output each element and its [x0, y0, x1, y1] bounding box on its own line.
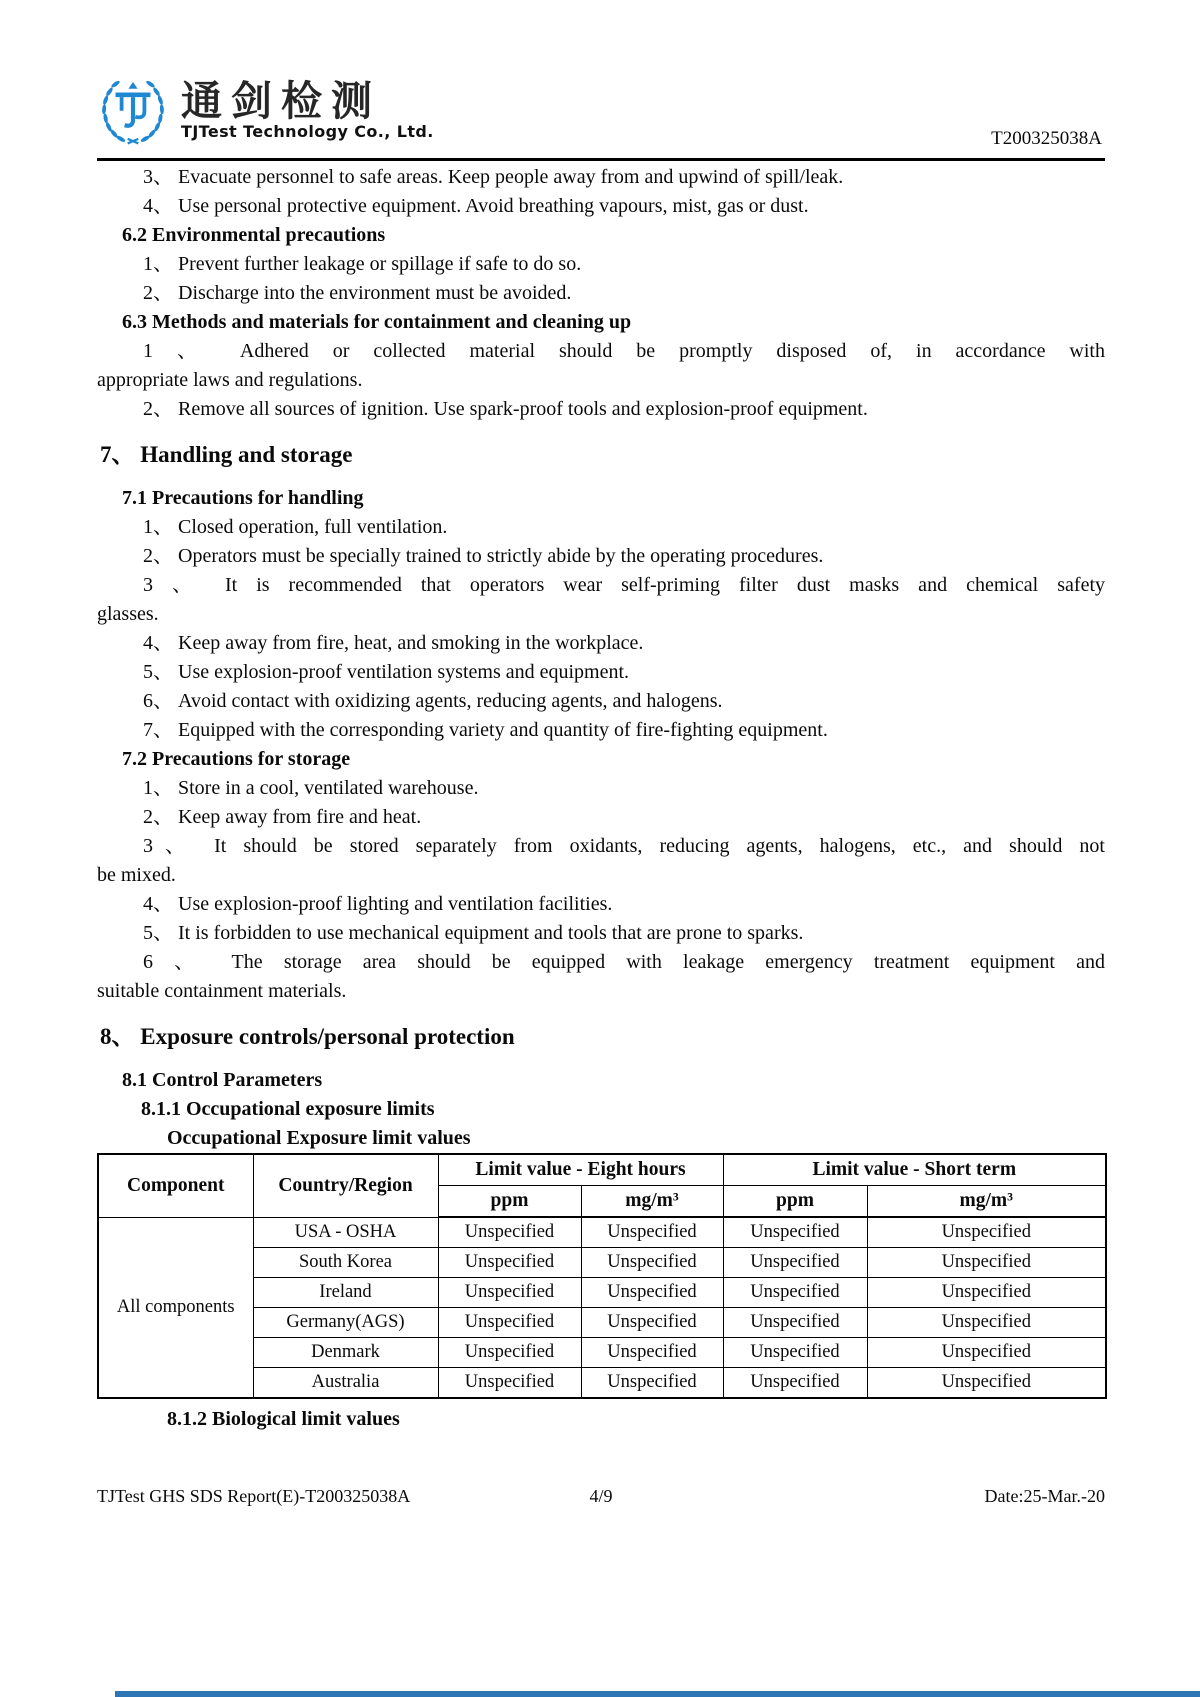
- country-cell: Australia: [253, 1368, 438, 1399]
- list-item: 6、 Avoid contact with oxidizing agents, reducing agents, and halogens.: [143, 690, 723, 712]
- list-item: 2、 Operators must be specially trained to strictly abide by the operating procedures.: [143, 545, 824, 567]
- bottom-blue-bar: [115, 1691, 1200, 1697]
- section-heading: 8、 Exposure controls/personal protection: [100, 1024, 515, 1049]
- company-name-en: TJTest Technology Co., Ltd.: [181, 122, 434, 141]
- limit-value-cell: Unspecified: [438, 1308, 581, 1338]
- laurel-wreath-emblem-icon: [95, 70, 171, 150]
- limit-value-cell: Unspecified: [581, 1248, 723, 1278]
- list-item: 5、 Use explosion-proof ventilation systems and equipment.: [143, 661, 630, 683]
- subsection-heading: 7.1 Precautions for handling: [122, 487, 364, 509]
- limit-value-cell: Unspecified: [867, 1338, 1106, 1368]
- limit-value-cell: Unspecified: [867, 1278, 1106, 1308]
- company-logo: [95, 70, 434, 150]
- list-item: 4、 Keep away from fire, heat, and smoking in the workplace.: [143, 632, 644, 654]
- country-cell: South Korea: [253, 1248, 438, 1278]
- unit-header-mgm3: mg/m³: [867, 1186, 1106, 1218]
- header-rule: [97, 158, 1105, 161]
- company-name-block: [181, 79, 434, 141]
- list-item: 2、 Remove all sources of ignition. Use spark-proof tools and explosion-proof equipment.: [143, 398, 868, 420]
- table-row: [98, 1217, 1106, 1248]
- limit-value-cell: Unspecified: [438, 1217, 581, 1248]
- document-number: T200325038A: [991, 128, 1102, 149]
- limit-value-cell: Unspecified: [723, 1308, 867, 1338]
- unit-header-mgm3: mg/m³: [581, 1186, 723, 1218]
- list-item: 1、 Prevent further leakage or spillage if safe to do so.: [143, 253, 582, 275]
- limit-value-cell: Unspecified: [723, 1217, 867, 1248]
- limit-value-cell: Unspecified: [438, 1278, 581, 1308]
- limit-value-cell: Unspecified: [581, 1278, 723, 1308]
- subsection-heading: 8.1 Control Parameters: [122, 1069, 323, 1091]
- list-item: 5、 It is forbidden to use mechanical equipment and tools that are prone to sparks.: [143, 922, 804, 944]
- list-item: 1、 Store in a cool, ventilated warehouse.: [143, 777, 479, 799]
- country-cell: Ireland: [253, 1278, 438, 1308]
- limit-value-cell: Unspecified: [438, 1368, 581, 1399]
- page-footer: [97, 1486, 1105, 1507]
- paragraph-continuation: glasses.: [97, 603, 159, 625]
- column-header-eight-hours: Limit value - Eight hours: [438, 1154, 723, 1186]
- paragraph-continuation: suitable containment materials.: [97, 980, 347, 1002]
- country-cell: Denmark: [253, 1338, 438, 1368]
- country-cell: USA - OSHA: [253, 1217, 438, 1248]
- list-item: 4、 Use personal protective equipment. Avoid breathing vapours, mist, gas or dust.: [143, 195, 809, 217]
- paragraph-continuation: be mixed.: [97, 864, 176, 886]
- limit-value-cell: Unspecified: [867, 1368, 1106, 1399]
- list-item: 4、 Use explosion-proof lighting and ventilation facilities.: [143, 893, 613, 915]
- limit-value-cell: Unspecified: [581, 1368, 723, 1399]
- page-header: [0, 0, 1200, 161]
- limit-value-cell: Unspecified: [723, 1368, 867, 1399]
- subsection-heading: 8.1.1 Occupational exposure limits: [141, 1098, 435, 1120]
- footer-page-number: 4/9: [589, 1486, 613, 1506]
- after-table-content: [97, 1405, 1105, 1434]
- limit-value-cell: Unspecified: [723, 1338, 867, 1368]
- limit-value-cell: Unspecified: [438, 1248, 581, 1278]
- limit-value-cell: Unspecified: [581, 1338, 723, 1368]
- subsection-heading: 7.2 Precautions for storage: [122, 748, 351, 770]
- limit-value-cell: Unspecified: [867, 1248, 1106, 1278]
- unit-header-ppm: ppm: [438, 1186, 581, 1218]
- exposure-limits-table: [97, 1153, 1107, 1399]
- limit-value-cell: Unspecified: [438, 1338, 581, 1368]
- footer-date: Date:25-Mar.-20: [984, 1486, 1105, 1506]
- limit-value-cell: Unspecified: [723, 1248, 867, 1278]
- list-item: 3 、 It is recommended that operators wear self-priming filter dust masks and chemical safety: [143, 574, 1105, 596]
- list-item: 2、 Keep away from fire and heat.: [143, 806, 422, 828]
- limit-value-cell: Unspecified: [867, 1308, 1106, 1338]
- section-heading: 7、 Handling and storage: [100, 442, 353, 467]
- content: [97, 163, 1105, 1153]
- limit-value-cell: Unspecified: [867, 1217, 1106, 1248]
- subsection-heading: 6.2 Environmental precautions: [122, 224, 386, 246]
- column-header-short-term: Limit value - Short term: [723, 1154, 1106, 1186]
- paragraph-continuation: appropriate laws and regulations.: [97, 369, 363, 391]
- limit-value-cell: Unspecified: [723, 1278, 867, 1308]
- list-item: 7、 Equipped with the corresponding variety and quantity of fire-fighting equipment.: [143, 719, 828, 741]
- list-item: 6 、 The storage area should be equipped with leakage emergency treatment equipment and: [143, 951, 1105, 973]
- list-item: 1、 Closed operation, full ventilation.: [143, 516, 448, 538]
- country-cell: Germany(AGS): [253, 1308, 438, 1338]
- list-item: 3、 It should be stored separately from oxidants, reducing agents, halogens, etc., and should not: [143, 835, 1105, 857]
- list-item: 2、 Discharge into the environment must be avoided.: [143, 282, 572, 304]
- unit-header-ppm: ppm: [723, 1186, 867, 1218]
- limit-value-cell: Unspecified: [581, 1308, 723, 1338]
- list-item: 1 、 Adhered or collected material should be promptly disposed of, in accordance with: [143, 340, 1105, 362]
- list-item: 3、 Evacuate personnel to safe areas. Keep people away from and upwind of spill/leak.: [143, 166, 844, 188]
- subsection-heading: 6.3 Methods and materials for containment and cleaning up: [122, 311, 632, 333]
- footer-report-id: TJTest GHS SDS Report(E)-T200325038A: [97, 1486, 411, 1506]
- column-header-component: Component: [98, 1154, 253, 1217]
- table-body: [98, 1217, 1106, 1398]
- subsection-heading: 8.1.2 Biological limit values: [167, 1408, 400, 1430]
- limit-value-cell: Unspecified: [581, 1217, 723, 1248]
- column-header-country: Country/Region: [253, 1154, 438, 1217]
- subsection-heading: Occupational Exposure limit values: [167, 1127, 471, 1149]
- company-name-cn: 通剑检测: [181, 77, 381, 125]
- component-cell: All components: [98, 1217, 253, 1398]
